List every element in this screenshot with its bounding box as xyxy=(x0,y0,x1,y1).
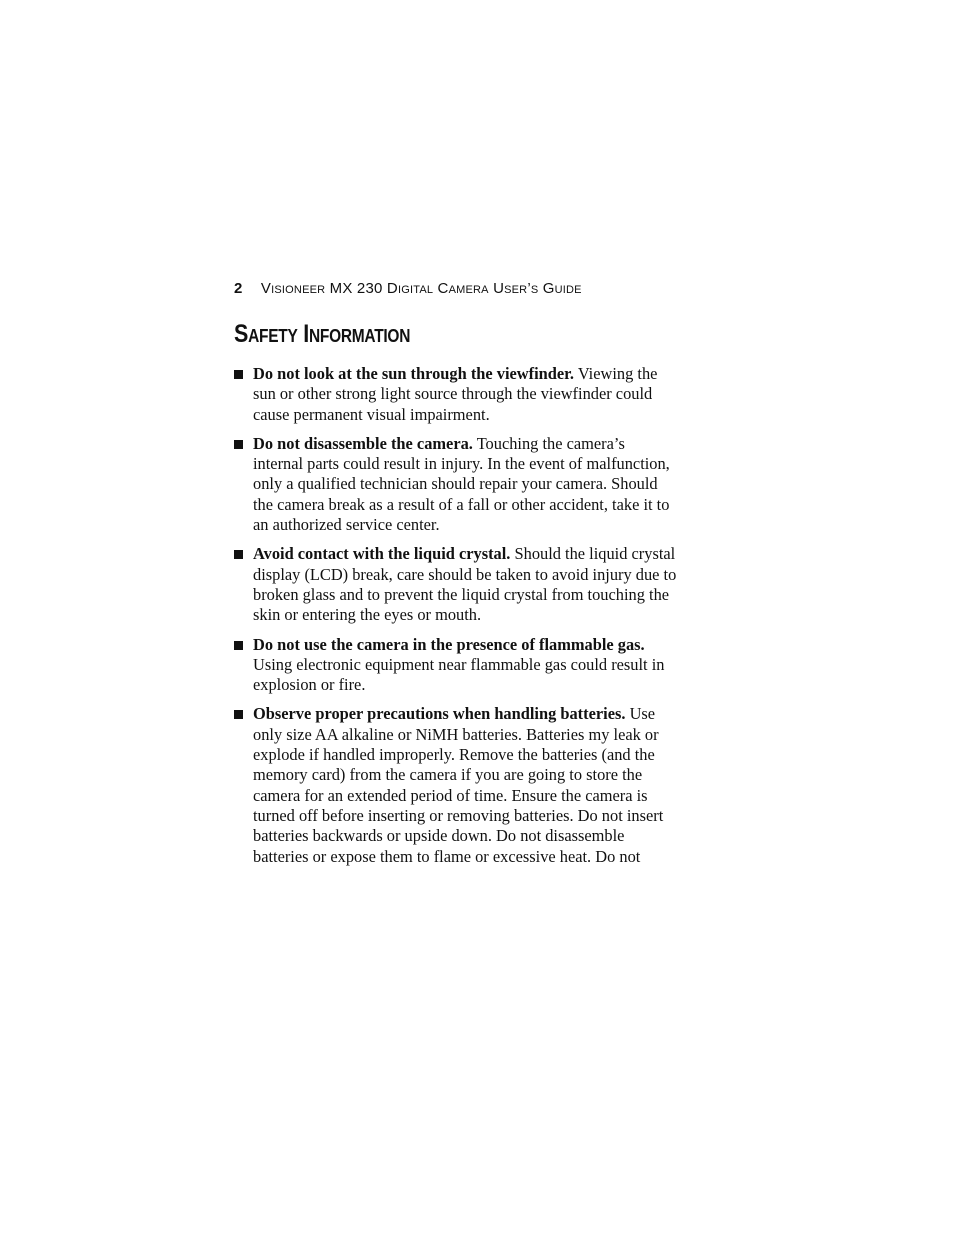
square-bullet-icon xyxy=(234,641,243,650)
list-item xyxy=(234,434,678,535)
list-item xyxy=(234,704,678,866)
guide-title: Visioneer MX 230 Digital Camera User’s Guide xyxy=(260,280,582,297)
bullet-body-text: Should the liquid crystal display (LCD) break, care should be taken to avoid injury due to broken glass and to prevent the liquid crystal from touching the skin or entering the eyes or mouth. xyxy=(253,544,677,625)
bullet-body-text: Use only size AA alkaline or NiMH batteries. Batteries my leak or explode if handled improperly. Remove the batteries (and the memory card) from the camera if you are going to store the camera for an extended period of time. Ensure the camera is turned off before inserting or removing batteries. Do not insert batteries backwards or upside down. Do not disassemble batteries or expose them to flame or excessive heat. Do not xyxy=(253,704,664,866)
square-bullet-icon xyxy=(234,370,243,379)
square-bullet-icon xyxy=(234,440,243,449)
list-item xyxy=(234,364,678,425)
bullet-lead-text: Observe proper precautions when handling batteries. xyxy=(253,704,626,724)
safety-bullet-list xyxy=(234,364,678,876)
bullet-body-text: Touching the camera’s internal parts could result in injury. In the event of malfunction, only a qualified technician should repair your camera. Should the camera break as a result of a fall or other accident, take it to an authorized service center. xyxy=(253,433,670,535)
bullet-lead-text: Do not disassemble the camera. xyxy=(253,433,473,453)
list-item xyxy=(234,635,678,696)
list-item xyxy=(234,544,678,625)
section-title: Safety Information xyxy=(234,320,411,348)
bullet-lead-text: Avoid contact with the liquid crystal. xyxy=(253,544,511,564)
running-header xyxy=(234,280,582,297)
bullet-lead-text: Do not look at the sun through the viewfinder. xyxy=(253,364,575,383)
bullet-lead-text: Do not use the camera in the presence of flammable gas. xyxy=(253,634,645,654)
bullet-body-text: Viewing the sun or other strong light source through the viewfinder could cause permanent visual impairment. xyxy=(253,364,658,424)
page-number: 2 xyxy=(234,280,243,297)
square-bullet-icon xyxy=(234,710,243,719)
bullet-body-text: Using electronic equipment near flammable gas could result in explosion or fire. xyxy=(253,654,665,695)
square-bullet-icon xyxy=(234,550,243,559)
